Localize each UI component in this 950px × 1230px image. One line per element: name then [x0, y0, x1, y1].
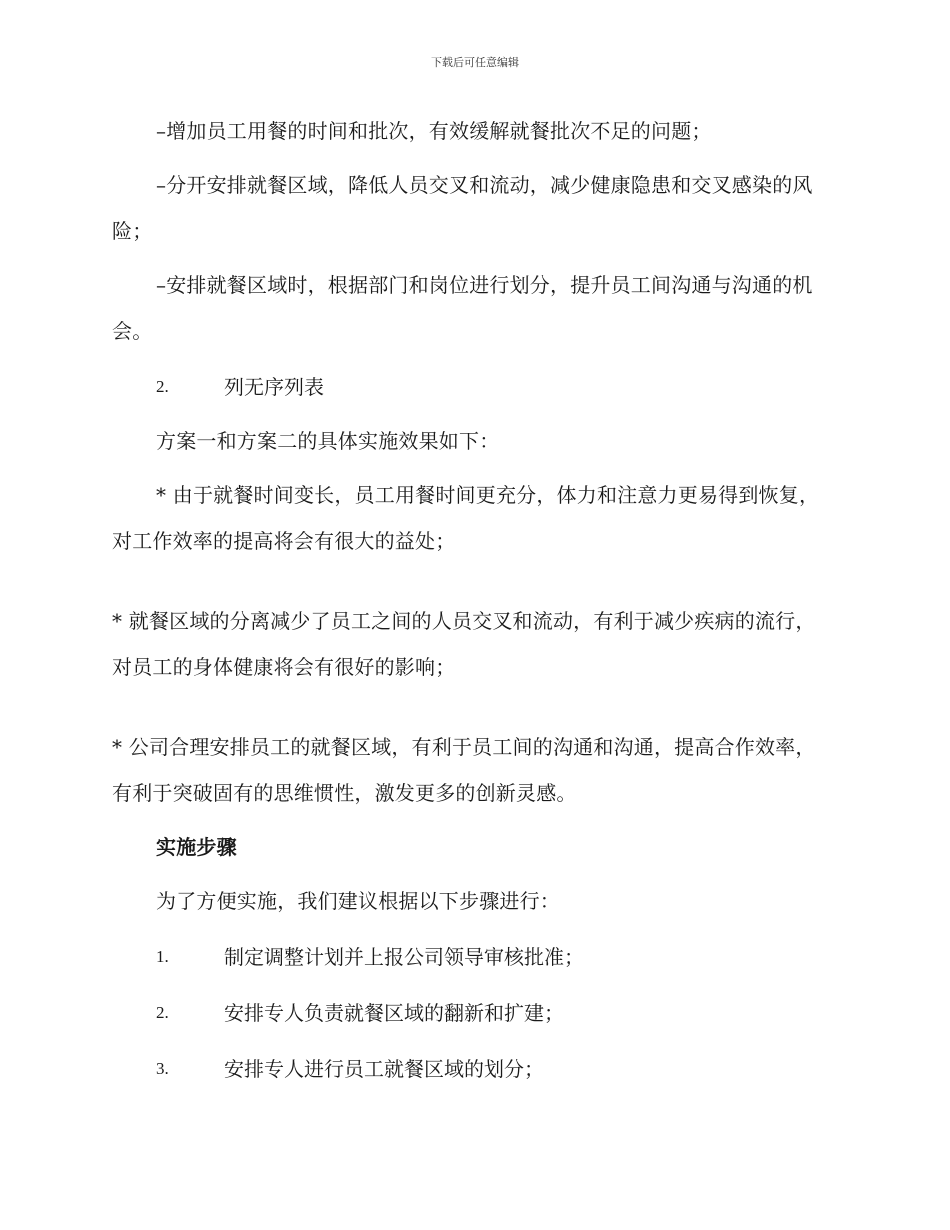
- effect-item-1: * 由于就餐时间变长，员工用餐时间更充分，体力和注意力更易得到恢复，对工作效率的提高将会有很大的益处；: [112, 483, 820, 553]
- effect-item-2: * 就餐区域的分离减少了员工之间的人员交叉和流动，有利于减少疾病的流行，对员工的身体健康将会有很好的影响；: [112, 609, 816, 679]
- list-item: [112, 1046, 827, 1092]
- effect-item-3: * 公司合理安排员工的就餐区域，有利于员工间的沟通和沟通，提高合作效率，有利于突破固有的思维惯性，激发更多的创新灵感。: [112, 735, 816, 805]
- list-text: 安排专人负责就餐区域的翻新和扩建；: [224, 1001, 564, 1025]
- list-text: 列无序列表: [224, 375, 324, 399]
- paragraph-meal-time: –增加员工用餐的时间和批次，有效缓解就餐批次不足的问题；: [156, 119, 712, 143]
- list-item-unordered-heading: [112, 364, 827, 410]
- list-item: [112, 934, 827, 980]
- paragraph-separate-areas: –分开安排就餐区域，降低人员交叉和流动，减少健康隐患和交叉感染的风险；: [112, 173, 813, 243]
- list-number: 2.: [156, 377, 169, 396]
- list-text: 制定调整计划并上报公司领导审核批准；: [224, 945, 584, 969]
- document-body: [112, 108, 827, 1092]
- list-text: 安排专人进行员工就餐区域的划分；: [224, 1057, 544, 1081]
- steps-intro: 为了方便实施，我们建议根据以下步骤进行：: [156, 889, 560, 913]
- page-header: 下载后可任意编辑: [431, 56, 519, 69]
- effects-intro: 方案一和方案二的具体实施效果如下：: [156, 429, 500, 453]
- list-number: 2.: [156, 1003, 169, 1022]
- list-number: 3.: [156, 1059, 169, 1078]
- paragraph-department-division: –安排就餐区域时，根据部门和岗位进行划分，提升员工间沟通与沟通的机会。: [112, 273, 813, 343]
- section-heading-steps: 实施步骤: [156, 835, 237, 859]
- list-item: [112, 990, 827, 1036]
- list-number: 1.: [156, 947, 169, 966]
